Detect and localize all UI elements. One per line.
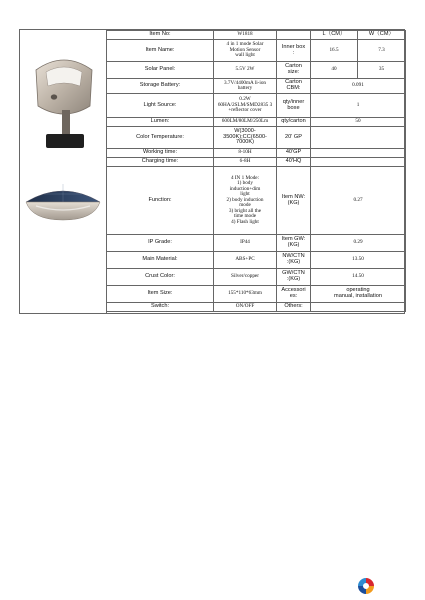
lumen-value: 600LM/80LM/250Lm: [214, 118, 277, 127]
qty-inner-box-value: 1: [311, 94, 406, 118]
item-no-label: Item No:: [107, 31, 214, 40]
table-row: [107, 167, 406, 235]
nw-ctn-value: 13.50: [311, 252, 406, 269]
gw-ctn-value: 14.50: [311, 269, 406, 286]
ip-grade-value: IP44: [214, 235, 277, 252]
item-nw-label: Item NW: (KG): [277, 167, 311, 235]
item-nw-value: 0.27: [311, 167, 406, 235]
carton-size-label: Carton size:: [277, 62, 311, 79]
switch-label: Switch:: [107, 303, 214, 312]
lumen-label: Lumen:: [107, 118, 214, 127]
working-time-label: Working time:: [107, 149, 214, 158]
width-header: W（CM）: [358, 31, 406, 40]
item-no-value: W1818: [214, 31, 277, 40]
qty-carton-value: 50: [311, 118, 406, 127]
table-row: [107, 79, 406, 94]
spec-table: [106, 30, 406, 312]
accessories-value: operating manual, installation: [311, 286, 406, 303]
container-40hq-value: [311, 158, 406, 167]
item-gw-label: Item GW: (KG): [277, 235, 311, 252]
item-name-label: Item Name:: [107, 40, 214, 62]
switch-value: ON/OFF: [214, 303, 277, 312]
ip-grade-label: IP Grade:: [107, 235, 214, 252]
item-size-label: Item Size:: [107, 286, 214, 303]
others-label: Others:: [277, 303, 311, 312]
function-label: Function:: [107, 167, 214, 235]
inner-box-width: 7.3: [358, 40, 406, 62]
charging-time-label: Charging time:: [107, 158, 214, 167]
carton-size-width: 35: [358, 62, 406, 79]
company-logo: [357, 577, 375, 595]
charging-time-value: 6-8H: [214, 158, 277, 167]
header-row: [107, 31, 406, 40]
solar-panel-label: Solar Panel:: [107, 62, 214, 79]
table-row: [107, 118, 406, 127]
item-size-value: 155*110*63mm: [214, 286, 277, 303]
table-row: [107, 269, 406, 286]
product-photos: [20, 30, 107, 313]
container-20gp-value: [311, 127, 406, 149]
color-temperature-value: W(3000- 3500K);CC(6500- 7000K): [214, 127, 277, 149]
working-time-value: 8-10H: [214, 149, 277, 158]
item-gw-value: 0.29: [311, 235, 406, 252]
color-temperature-label: Color Temperature:: [107, 127, 214, 149]
container-40hq-label: 40'HQ: [277, 158, 311, 167]
solar-wall-light-panel-icon: [24, 182, 102, 222]
nw-ctn-label: NW/CTN :(KG): [277, 252, 311, 269]
qty-inner-box-label: qty/inner boxe: [277, 94, 311, 118]
inner-box-length: 16.5: [311, 40, 358, 62]
table-row: [107, 286, 406, 303]
table-row: [107, 40, 406, 62]
spec-sheet: [19, 29, 405, 314]
crust-color-value: Silver/copper: [214, 269, 277, 286]
light-source-value: 0.2W 60HA/2SLM/SMD2835 3 +reflector cover: [214, 94, 277, 118]
inner-box-label: Inner box :: [277, 40, 311, 62]
carton-cbm-value: 0.091: [311, 79, 406, 94]
storage-battery-value: 3.7V/4400mA li-ion battery: [214, 79, 277, 94]
table-row: [107, 235, 406, 252]
table-row: [107, 94, 406, 118]
table-row: [107, 158, 406, 167]
container-40gp-label: 40'GP: [277, 149, 311, 158]
table-row: [107, 303, 406, 312]
others-value: [311, 303, 406, 312]
length-header: L（CM）: [311, 31, 358, 40]
gw-ctn-label: GW/CTN :(KG): [277, 269, 311, 286]
storage-battery-label: Storage Battery:: [107, 79, 214, 94]
solar-panel-value: 5.5V 2W: [214, 62, 277, 79]
crust-color-label: Crust Color:: [107, 269, 214, 286]
accessories-label: Accessori es:: [277, 286, 311, 303]
carton-cbm-label: Carton CBM:: [277, 79, 311, 94]
table-row: [107, 252, 406, 269]
light-source-label: Light Source:: [107, 94, 214, 118]
container-20gp-label: 20' GP: [277, 127, 311, 149]
solar-wall-light-front-icon: [32, 48, 96, 158]
main-material-value: ABS+PC: [214, 252, 277, 269]
item-name-value: 4 in 1 mode Solar Motion Sensor wall light: [214, 40, 277, 62]
container-40gp-value: [311, 149, 406, 158]
table-row: [107, 62, 406, 79]
table-row: [107, 127, 406, 149]
qty-carton-label: qty/carton: [277, 118, 311, 127]
carton-size-length: 40: [311, 62, 358, 79]
main-material-label: Main Material:: [107, 252, 214, 269]
header-spacer: [277, 31, 311, 40]
function-value: 4 IN 1 Mode: 1) body induction+dim light 2) body induction mode 3) bright all the time mode 4) Flash light: [214, 167, 277, 235]
table-row: [107, 149, 406, 158]
